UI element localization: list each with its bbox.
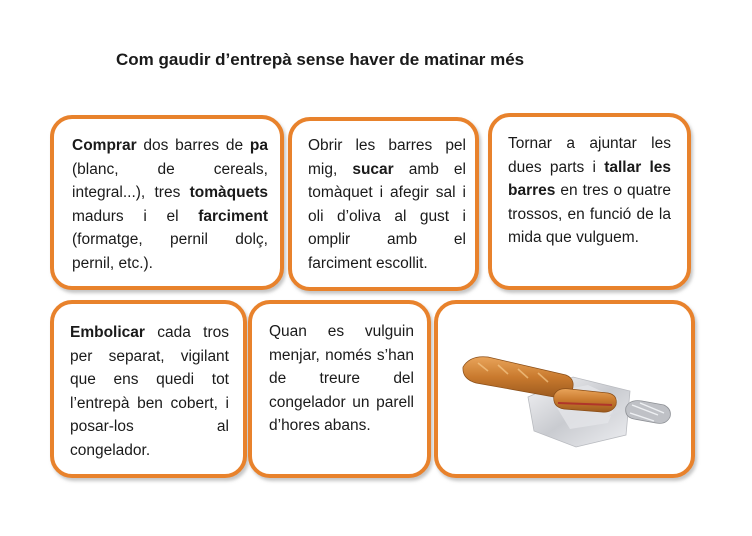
body-text: cada tros per separat, vigilant que ens quedi tot l’entrepà ben cobert, i posar-los al congelador. (70, 324, 229, 459)
photo-card (434, 300, 695, 478)
step-text-4 (70, 321, 229, 462)
sandwich-photo (458, 319, 676, 459)
body-text: dos barres de (136, 137, 250, 154)
bold-keyword: tallar les barres (508, 158, 672, 199)
bold-keyword: tomàquets (189, 184, 268, 201)
step-card-2 (288, 117, 479, 291)
page-title: Com gaudir d’entrepà sense haver de matinar més (116, 50, 525, 69)
body-text: (blanc, de cereals, integral...), tres (72, 160, 268, 201)
step-card-4 (50, 300, 247, 478)
body-text: (formatge, pernil dolç, pernil, etc.). (72, 231, 268, 272)
body-text: en tres o quatre trossos, en funció de la mida que vulguem. (508, 182, 671, 246)
step-card-3 (488, 113, 691, 290)
bold-keyword: sucar (352, 160, 394, 178)
step-text-2 (308, 134, 466, 275)
bold-keyword: Comprar (72, 137, 137, 154)
body-text: Obrir les barres pel mig, (308, 137, 466, 178)
body-text: Tornar a ajuntar les dues parts i (508, 135, 671, 176)
body-text: amb el tomàquet i afegir sal i oli d’oliva al gust i omplir amb el farciment escollit. (308, 160, 466, 272)
step-text-1 (72, 134, 268, 275)
body-text: Quan es vulguin menjar, només s’han de treure del congelador un parell d’hores abans. (269, 323, 414, 434)
step-text-5 (269, 320, 414, 438)
bold-keyword: farciment (198, 207, 268, 225)
step-card-5 (248, 300, 431, 478)
step-card-1 (50, 115, 284, 290)
bold-keyword: Embolicar (70, 324, 145, 341)
body-text: madurs i el (72, 207, 199, 225)
step-text-3 (508, 132, 671, 250)
bold-keyword: pa (249, 137, 268, 154)
